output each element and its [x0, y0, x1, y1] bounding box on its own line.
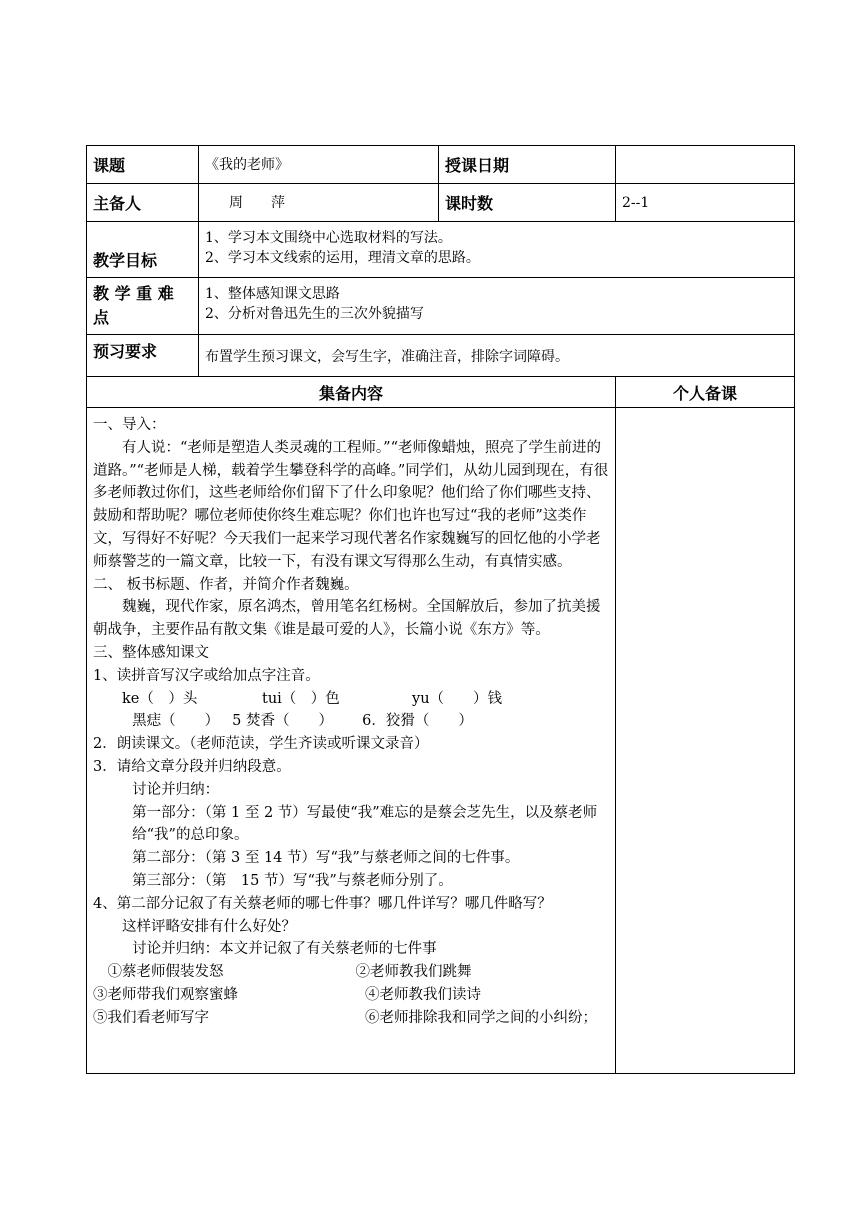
question-1: 1、读拼音写汉字或给加点字注音。: [93, 667, 320, 684]
personal-notes-area: [616, 408, 795, 1074]
lesson-plan-table: [86, 145, 795, 1074]
event-item: ④老师教我们读诗: [365, 986, 481, 1003]
pinyin-item: ke（ ）头: [122, 690, 198, 707]
author-paragraph: 魏巍，现代作家，原名鸿杰，曾用笔名红杨树。全国解放后，参加了抗美援朝战争，主要作品有散文集《谁是最可爱的人》，长篇小说《东方》等。: [93, 599, 601, 639]
goal-item: 2、学习本文线索的运用，理清文章的思路。: [205, 250, 480, 266]
row-topic: [87, 146, 795, 184]
goals-label: 教学目标: [87, 222, 199, 278]
keypoints-list: [199, 278, 795, 335]
date-label: 授课日期: [439, 146, 616, 184]
column-header-main: 集备内容: [87, 377, 616, 408]
keypoint-item: 1、整体感知课文思路: [205, 286, 340, 302]
question-4: 4、第二部分记叙了有关蔡老师的哪七件事？哪几件详写？哪几件略写？: [93, 895, 552, 912]
annotation-item: 黑痣（ ）: [132, 713, 220, 730]
goals-list: [199, 222, 795, 278]
hours-value: 2--1: [616, 184, 795, 222]
event-item: ⑤我们看老师写字: [93, 1009, 209, 1026]
row-preview: [87, 335, 795, 377]
intro-paragraph: 有人说：“老师是塑造人类灵魂的工程师。”“老师像蜡烛，照亮了学生前进的道路。”“老师是人梯，载着学生攀登科学的高峰。”同学们，从幼儿园到现在，有很多老师教过你们，这些老师给你们留下了什么印象呢？他们给了你们哪些支持、鼓励和帮助呢？哪位老师使你终生难忘呢？你们也许也写过“我的老师”这类作文，写得好不好呢？今天我们一起来学习现代著名作家魏巍写的回忆他的小学老师蔡警芝的一篇文章，比较一下，有没有课文写得那么生动，有真情实感。: [93, 439, 609, 570]
main-content: [87, 408, 616, 1074]
event-item: ②老师教我们跳舞: [355, 964, 472, 981]
pinyin-item: yu（ ）钱: [412, 690, 503, 707]
preparer-value: 周 萍: [199, 184, 439, 222]
annotation-line: [93, 710, 609, 733]
annotation-item: 5 焚香（ ）: [232, 713, 333, 730]
event-row: [93, 1007, 609, 1030]
event-item: ⑥老师排除我和同学之间的小纠纷；: [365, 1009, 597, 1026]
discussion-label: 讨论并归纳：: [132, 781, 220, 798]
event-row: [93, 961, 609, 984]
goal-item: 1、学习本文围绕中心选取材料的写法。: [205, 230, 452, 246]
event-row: [93, 984, 609, 1007]
column-header-personal: 个人备课: [616, 377, 795, 408]
section-title: 二、 板书标题、作者，并简介作者魏巍。: [93, 576, 359, 593]
question-3: 3．请给文章分段并归纳段意。: [93, 758, 291, 775]
date-value: [616, 146, 795, 184]
preview-value: 布置学生预习课文，会写生字，准确注音，排除字词障碍。: [199, 335, 795, 377]
event-item: ①蔡老师假装发怒: [107, 964, 224, 981]
keypoints-label: 教 学 重 难 点: [87, 278, 199, 335]
hours-label: 课时数: [439, 184, 616, 222]
preview-label: 预习要求: [87, 335, 199, 377]
preparer-label: 主备人: [87, 184, 199, 222]
section-title: 三、整体感知课文: [93, 644, 209, 661]
pinyin-line: [93, 688, 609, 711]
topic-value: 《我的老师》: [199, 146, 439, 184]
section-title: 一、导入：: [93, 417, 166, 433]
discussion-summary: 讨论并归纳：本文并记叙了有关蔡老师的七件事: [132, 941, 437, 958]
pinyin-item: tui（ ）色: [262, 690, 340, 707]
row-column-headers: [87, 377, 795, 408]
part-three: 第三部分：（第 15 节）写“我”与蔡老师分别了。: [132, 872, 453, 889]
question-2: 2．朗读课文。（老师范读，学生齐读或听课文录音）: [93, 736, 429, 753]
row-keypoints: [87, 278, 795, 335]
topic-label: 课题: [87, 146, 199, 184]
lesson-plan-sheet: [86, 145, 794, 1074]
event-item: ③老师带我们观察蜜蜂: [93, 986, 238, 1003]
keypoint-item: 2、分析对鲁迅先生的三次外貌描写: [205, 306, 424, 322]
row-goals: [87, 222, 795, 278]
part-two: 第二部分：（第 3 至 14 节）写“我”与蔡老师之间的七件事。: [132, 850, 520, 867]
annotation-item: 6．狡猾（ ）: [362, 713, 473, 730]
part-one: 第一部分：（第 1 至 2 节）写最使“我”难忘的是蔡会芝先生，以及蔡老师给“我”的总印象。: [132, 804, 598, 844]
row-content: [87, 408, 795, 1074]
row-preparer: [87, 184, 795, 222]
question-4-continued: 这样评略安排有什么好处？: [122, 918, 296, 935]
